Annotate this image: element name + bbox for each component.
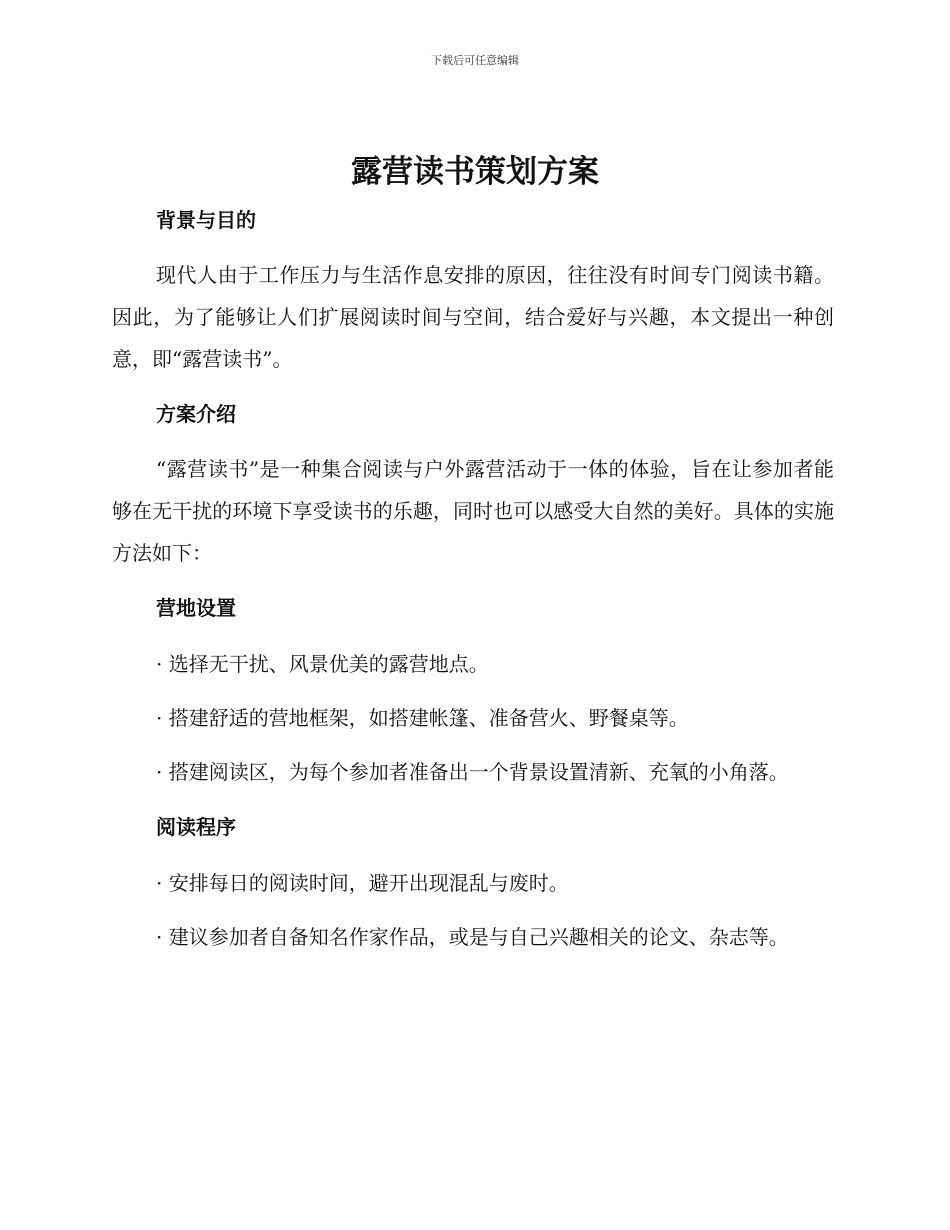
document-body: [112, 197, 834, 958]
background-paragraph: 现代人由于工作压力与生活作息安排的原因，往往没有时间专门阅读书籍。因此，为了能够让人们扩展阅读时间与空间，结合爱好与兴趣，本文提出一种创意，即“露营读书”。: [112, 263, 834, 371]
document-title: 露营读书策划方案: [351, 154, 599, 190]
reading-item: · 建议参加者自备知名作家作品，或是与自己兴趣相关的论文、杂志等。: [156, 925, 789, 949]
introduction-paragraph: “露营读书”是一种集合阅读与户外露营活动于一体的体验，旨在让参加者能够在无干扰的环境下享受读书的乐趣，同时也可以感受大自然的美好。具体的实施方法如下：: [112, 457, 834, 565]
section-heading-background: 背景与目的: [156, 208, 256, 232]
section-heading-campsite: 营地设置: [156, 596, 236, 620]
campsite-item: · 搭建阅读区，为每个参加者准备出一个背景设置清新、充氧的小角落。: [156, 760, 789, 784]
section-heading-reading: 阅读程序: [156, 815, 236, 839]
campsite-item: · 选择无干扰、风景优美的露营地点。: [156, 652, 489, 676]
reading-item: · 安排每日的阅读时间，避开出现混乱与废时。: [156, 871, 569, 895]
campsite-item: · 搭建舒适的营地框架，如搭建帐篷、准备营火、野餐桌等。: [156, 706, 689, 730]
section-heading-introduction: 方案介绍: [156, 402, 236, 426]
header-note: 下载后可任意编辑: [431, 54, 519, 67]
